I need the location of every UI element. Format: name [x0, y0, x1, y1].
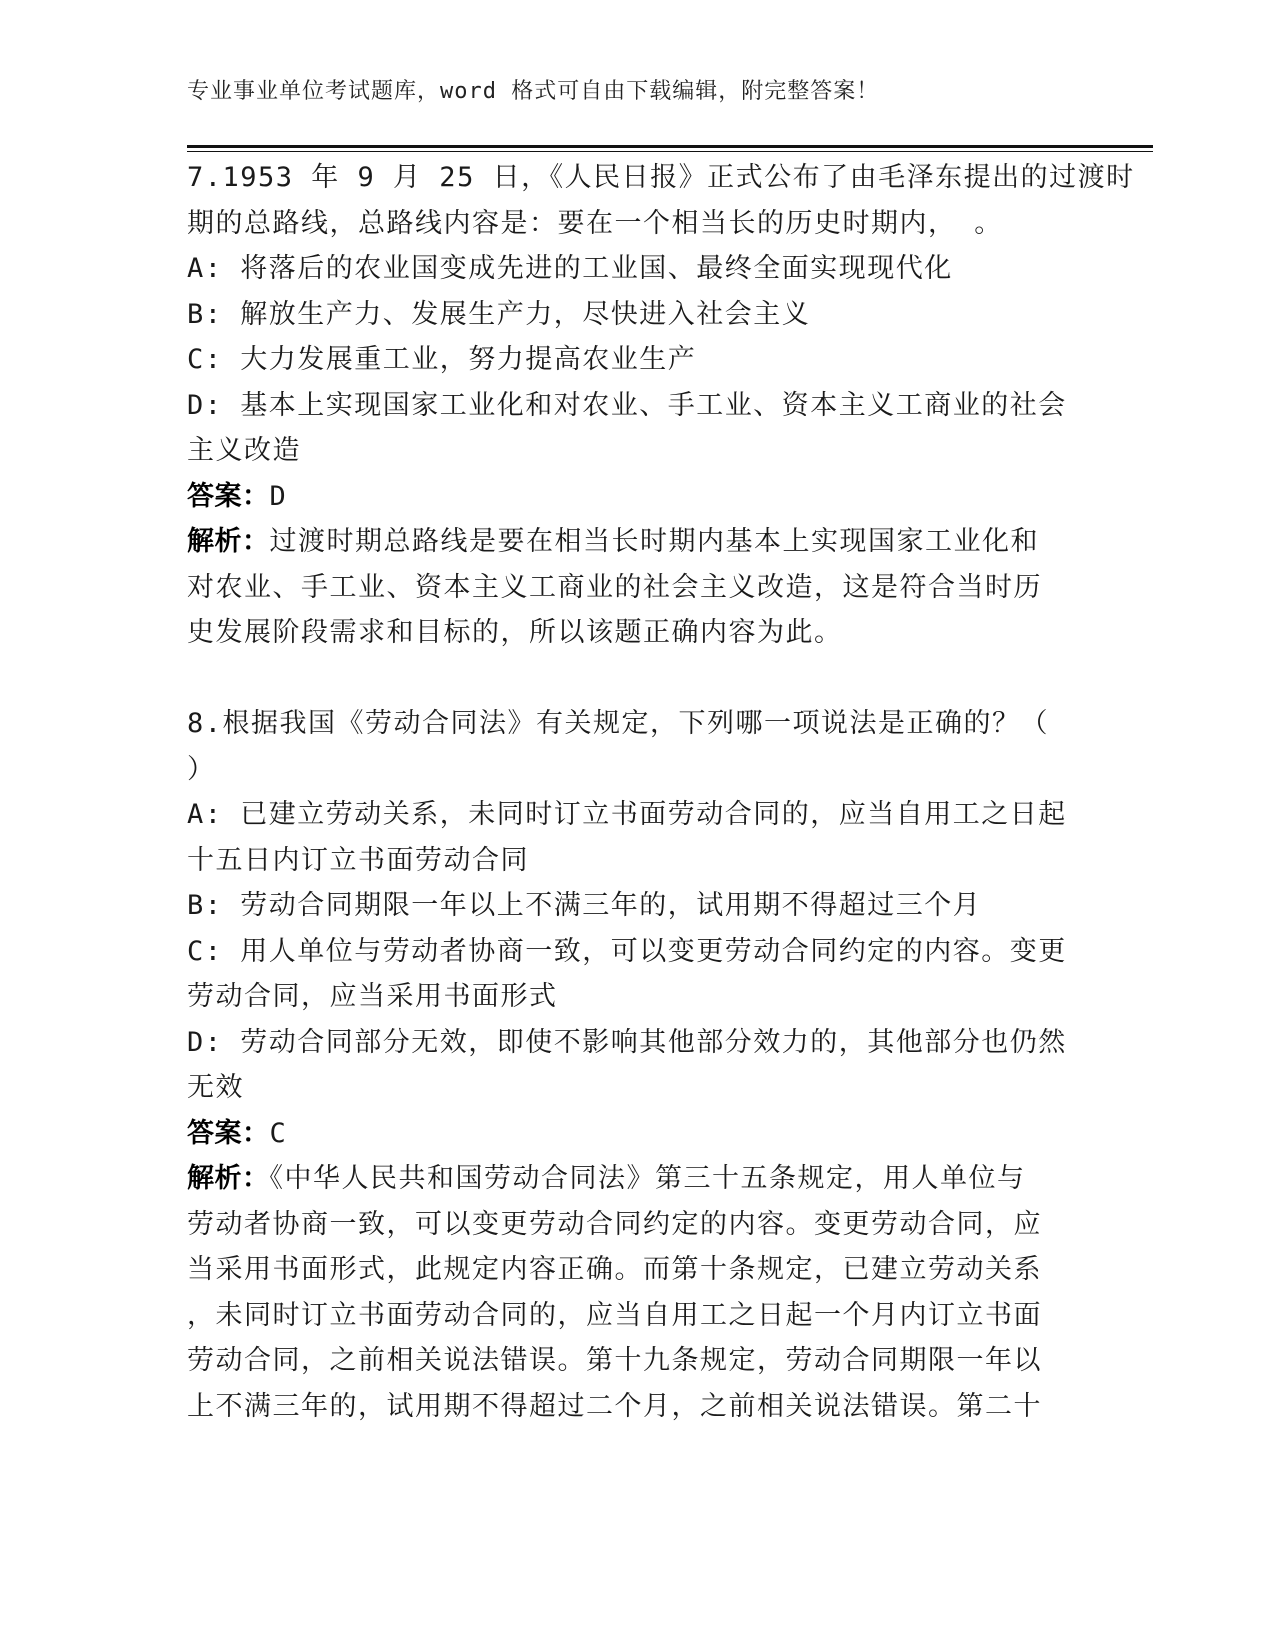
answer-line — [187, 474, 1087, 520]
answer-line — [187, 1111, 1087, 1157]
answer-label: 答案： — [187, 1117, 270, 1149]
analysis-line — [187, 519, 1087, 565]
page-header: 专业事业单位考试题库，word 格式可自由下载编辑，附完整答案！ — [187, 79, 880, 104]
option-c-continued: 劳动合同，应当采用书面形式 — [187, 981, 558, 1012]
option-d: D: 基本上实现国家工业化和对农业、手工业、资本主义工商业的社会 — [187, 389, 1067, 421]
analysis-text: 劳动者协商一致，可以变更劳动合同约定的内容。变更劳动合同，应 — [187, 1208, 1042, 1240]
analysis-label: 解析： — [187, 526, 270, 557]
question-stem: 8.根据我国《劳动合同法》有关规定，下列哪一项说法是正确的？（ — [187, 708, 1050, 739]
analysis-text: 史发展阶段需求和目标的，所以该题正确内容为此。 — [187, 617, 843, 648]
option-d-continued: 无效 — [187, 1072, 244, 1103]
analysis-text: 当采用书面形式，此规定内容正确。而第十条规定，已建立劳动关系 — [187, 1254, 1042, 1285]
analysis-line — [187, 1156, 1087, 1202]
answer-value: C — [269, 1117, 288, 1149]
option-a-continued: 十五日内订立书面劳动合同 — [187, 844, 529, 876]
option-d-continued: 主义改造 — [187, 435, 301, 466]
question-stem: 期的总路线，总路线内容是：要在一个相当长的历史时期内， 。 — [187, 207, 1003, 239]
header-rule-thick — [187, 145, 1153, 148]
header-rule-thin — [187, 151, 1153, 152]
question-7 — [187, 155, 1135, 656]
question-8 — [187, 701, 1087, 1429]
option-b: B: 劳动合同期限一年以上不满三年的，试用期不得超过三个月 — [187, 890, 982, 921]
analysis-text: 过渡时期总路线是要在相当长时期内基本上实现国家工业化和 — [269, 526, 1039, 557]
answer-value: D — [269, 480, 288, 512]
answer-label: 答案： — [187, 480, 270, 512]
option-a: A: 已建立劳动关系，未同时订立书面劳动合同的，应当自用工之日起 — [187, 799, 1067, 830]
option-c: C: 用人单位与劳动者协商一致，可以变更劳动合同约定的内容。变更 — [187, 935, 1067, 967]
analysis-text: ，未同时订立书面劳动合同的，应当自用工之日起一个月内订立书面 — [187, 1299, 1042, 1331]
document-content — [187, 155, 1135, 1429]
analysis-label: 解析： — [187, 1163, 270, 1194]
option-b: B: 解放生产力、发展生产力，尽快进入社会主义 — [187, 298, 811, 330]
analysis-text: 上不满三年的，试用期不得超过二个月，之前相关说法错误。第二十 — [187, 1390, 1042, 1422]
analysis-text: 《中华人民共和国劳动合同法》第三十五条规定，用人单位与 — [269, 1163, 1026, 1194]
analysis-text: 对农业、手工业、资本主义工商业的社会主义改造，这是符合当时历 — [187, 571, 1042, 603]
question-spacer — [187, 656, 1087, 702]
question-stem: 7.1953 年 9 月 25 日，《人民日报》正式公布了由毛泽东提出的过渡时 — [187, 162, 1135, 193]
question-stem: ） — [187, 753, 216, 785]
analysis-text: 劳动合同，之前相关说法错误。第十九条规定，劳动合同期限一年以 — [187, 1345, 1042, 1376]
option-a: A: 将落后的农业国变成先进的工业国、最终全面实现现代化 — [187, 253, 953, 284]
option-d: D: 劳动合同部分无效，即使不影响其他部分效力的，其他部分也仍然 — [187, 1026, 1067, 1058]
option-c: C: 大力发展重工业，努力提高农业生产 — [187, 344, 697, 375]
